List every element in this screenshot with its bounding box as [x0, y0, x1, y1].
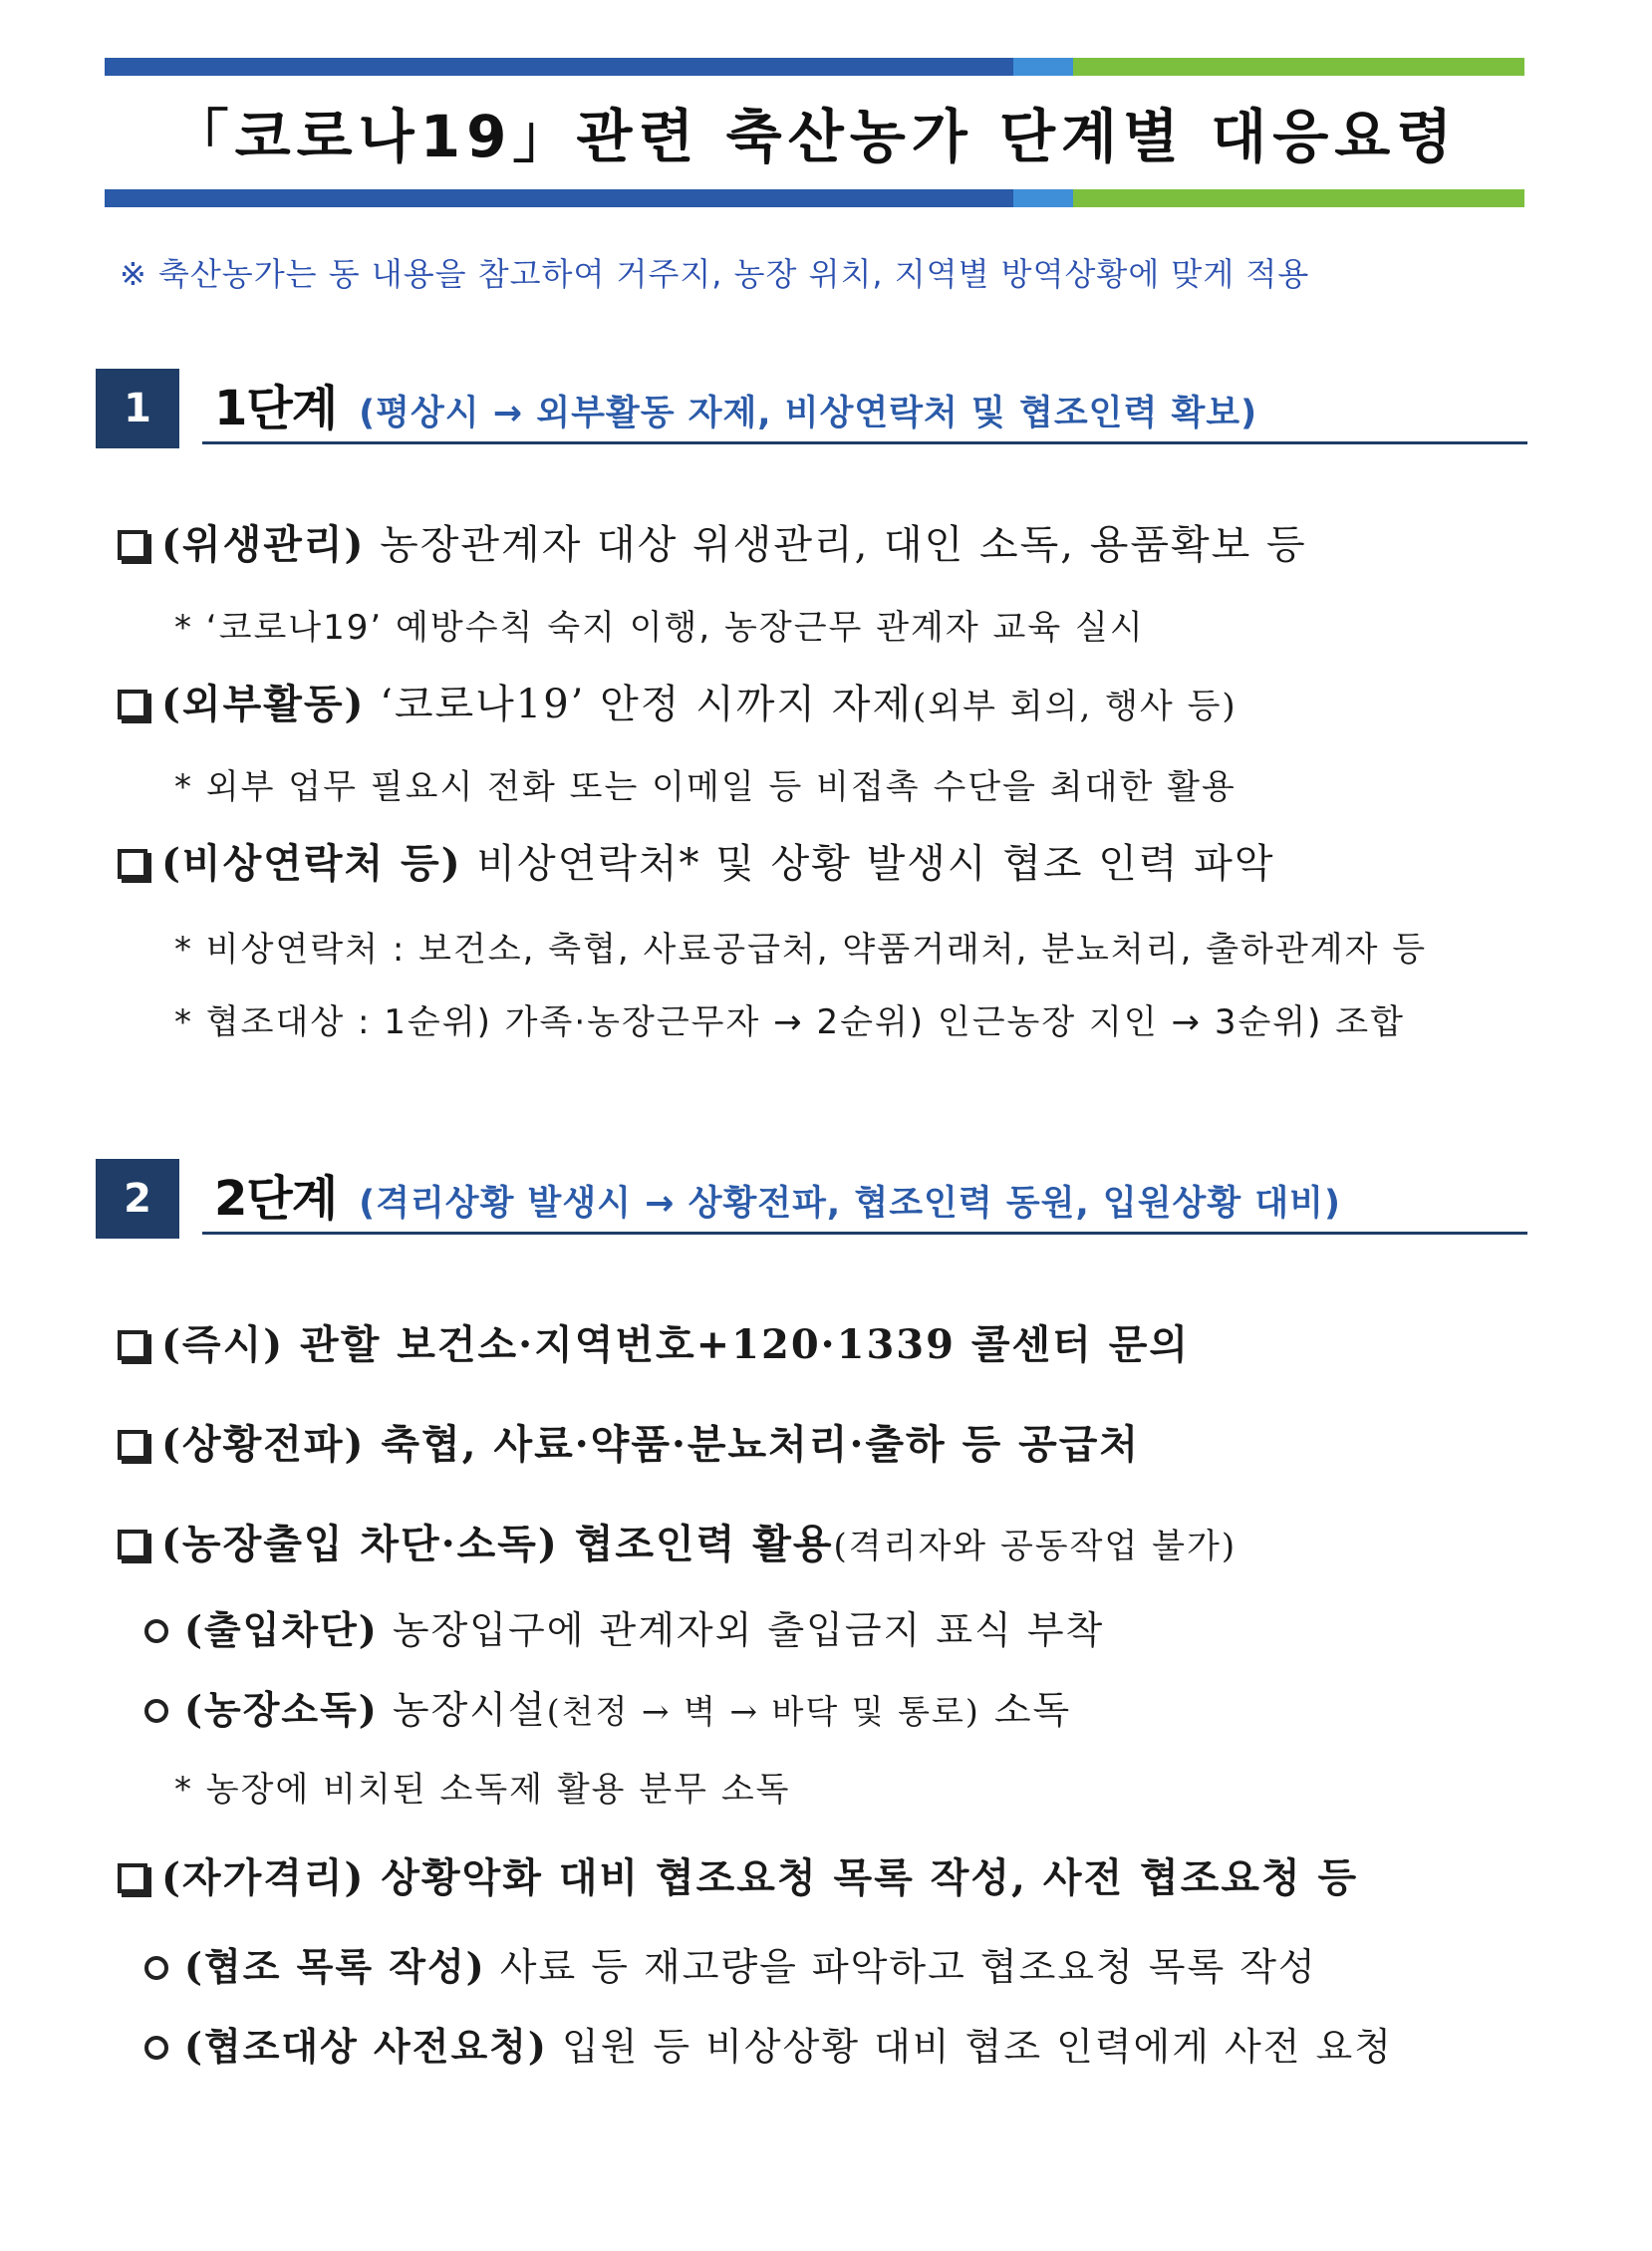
s2-sub-farm-disinfection-detail: (천정 → 벽 → 바닥 및 통로) — [546, 1692, 980, 1731]
s1-item-emergency-contacts-text: 비상연락처* 및 상황 발생시 협조 인력 파악 — [461, 841, 1275, 887]
section-2-stage: 2단계 — [214, 1171, 338, 1227]
s1-item-hygiene — [118, 513, 1307, 570]
circle-bullet-icon — [144, 1956, 168, 1980]
title-top-bar — [105, 58, 1524, 76]
s2-item-situation-report — [118, 1413, 1140, 1470]
s1-note-contactless: * 외부 업무 필요시 전화 또는 이메일 등 비접촉 수단을 최대한 활용 — [174, 767, 1237, 807]
s2-sub-advance-request-text: 입원 등 비상상황 대비 협조 인력에게 사전 요청 — [547, 2025, 1393, 2069]
s2-sub-support-list-text: 사료 등 재고량을 파악하고 협조요청 목록 작성 — [485, 1945, 1317, 1989]
s1-item-outside-activity-label: (외부활동) — [161, 681, 366, 727]
s2-sub-entry-block-text: 농장입구에 관계자외 출입금지 표식 부착 — [378, 1608, 1105, 1652]
checkbox-square-icon — [118, 1530, 147, 1559]
s1-item-outside-activity-text: ‘코로나19’ 안정 시까지 자제 — [365, 682, 914, 727]
s2-sub-entry-block — [144, 1599, 1104, 1654]
section-1-subtitle: (평상시 → 외부활동 자제, 비상연락처 및 협조인력 확보) — [359, 394, 1258, 433]
s1-note-support-priority: * 협조대상 : 1순위) 가족·농장근무자 → 2순위) 인근농장 지인 → 3순위) 조합 — [174, 1002, 1405, 1042]
s2-item-farm-access — [118, 1513, 1237, 1569]
section-1-title — [214, 369, 1257, 448]
s1-item-outside-activity — [118, 673, 1238, 729]
s2-sub-support-list — [144, 1936, 1317, 1991]
s2-item-farm-access-detail: (격리자와 공동작업 불가) — [833, 1527, 1238, 1566]
s2-item-self-quarantine-text: (자가격리) 상황악화 대비 협조요청 목록 작성, 사전 협조요청 등 — [161, 1854, 1359, 1901]
section-1-stage: 1단계 — [214, 381, 338, 436]
s1-note-prevention: * ‘코로나19’ 예방수칙 숙지 이행, 농장근무 관계자 교육 실시 — [174, 608, 1145, 648]
s1-note-contact-list: * 비상연락처 : 보건소, 축협, 사료공급처, 약품거래처, 분뇨처리, 출하관계자 등 — [174, 930, 1428, 970]
s1-item-emergency-contacts-label: (비상연락처 등) — [161, 840, 462, 887]
s2-sub-support-list-label: (협조 목록 작성) — [184, 1944, 486, 1989]
section-2-subtitle: (격리상황 발생시 → 상황전파, 협조인력 동원, 입원상황 대비) — [359, 1184, 1341, 1224]
checkbox-square-icon — [118, 1430, 147, 1460]
s2-sub-farm-disinfection-text: 농장시설 — [378, 1688, 547, 1732]
reference-note: ※ 축산농가는 동 내용을 참고하여 거주지, 농장 위치, 지역별 방역상황에 맞게 적용 — [120, 255, 1310, 293]
checkbox-square-icon — [118, 1863, 147, 1893]
s1-item-emergency-contacts — [118, 832, 1275, 889]
s2-item-immediate — [118, 1313, 1190, 1370]
s2-sub-entry-block-label: (출입차단) — [184, 1607, 379, 1652]
s2-sub-advance-request — [144, 2016, 1393, 2071]
s1-item-hygiene-text: 농장관계자 대상 위생관리, 대인 소독, 용품확보 등 — [365, 522, 1307, 568]
circle-bullet-icon — [144, 1699, 168, 1723]
s1-item-outside-activity-detail: (외부 회의, 행사 등) — [913, 687, 1238, 726]
checkbox-square-icon — [118, 690, 147, 719]
s2-item-farm-access-text: (농장출입 차단·소독) 협조인력 활용 — [161, 1521, 834, 1567]
title-bottom-bar — [105, 189, 1524, 207]
s2-item-situation-report-text: (상황전파) 축협, 사료·약품·분뇨처리·출하 등 공급처 — [161, 1421, 1141, 1468]
s2-sub-advance-request-label: (협조대상 사전요청) — [184, 2024, 548, 2069]
circle-bullet-icon — [144, 1619, 168, 1643]
s2-item-immediate-text: (즉시) 관할 보건소·지역번호+120·1339 콜센터 문의 — [161, 1321, 1190, 1368]
checkbox-square-icon — [118, 849, 147, 879]
s2-item-self-quarantine — [118, 1846, 1358, 1903]
section-2-number: 2 — [96, 1159, 179, 1239]
section-1-underline — [202, 441, 1527, 444]
s2-sub-farm-disinfection — [144, 1679, 1071, 1734]
s2-note-disinfectant: * 농장에 비치된 소독제 활용 분무 소독 — [174, 1770, 791, 1810]
checkbox-square-icon — [118, 1330, 147, 1360]
s1-item-hygiene-label: (위생관리) — [161, 521, 366, 568]
page-title: 「코로나19」관련 축산농가 단계별 대응요령 — [170, 103, 1459, 170]
s2-sub-farm-disinfection-label: (농장소독) — [184, 1687, 379, 1732]
section-2-title — [214, 1159, 1341, 1239]
circle-bullet-icon — [144, 2036, 168, 2060]
s2-sub-farm-disinfection-tail: 소독 — [979, 1688, 1072, 1732]
section-2-underline — [202, 1232, 1527, 1235]
checkbox-square-icon — [118, 530, 147, 560]
section-1-number: 1 — [96, 369, 179, 448]
